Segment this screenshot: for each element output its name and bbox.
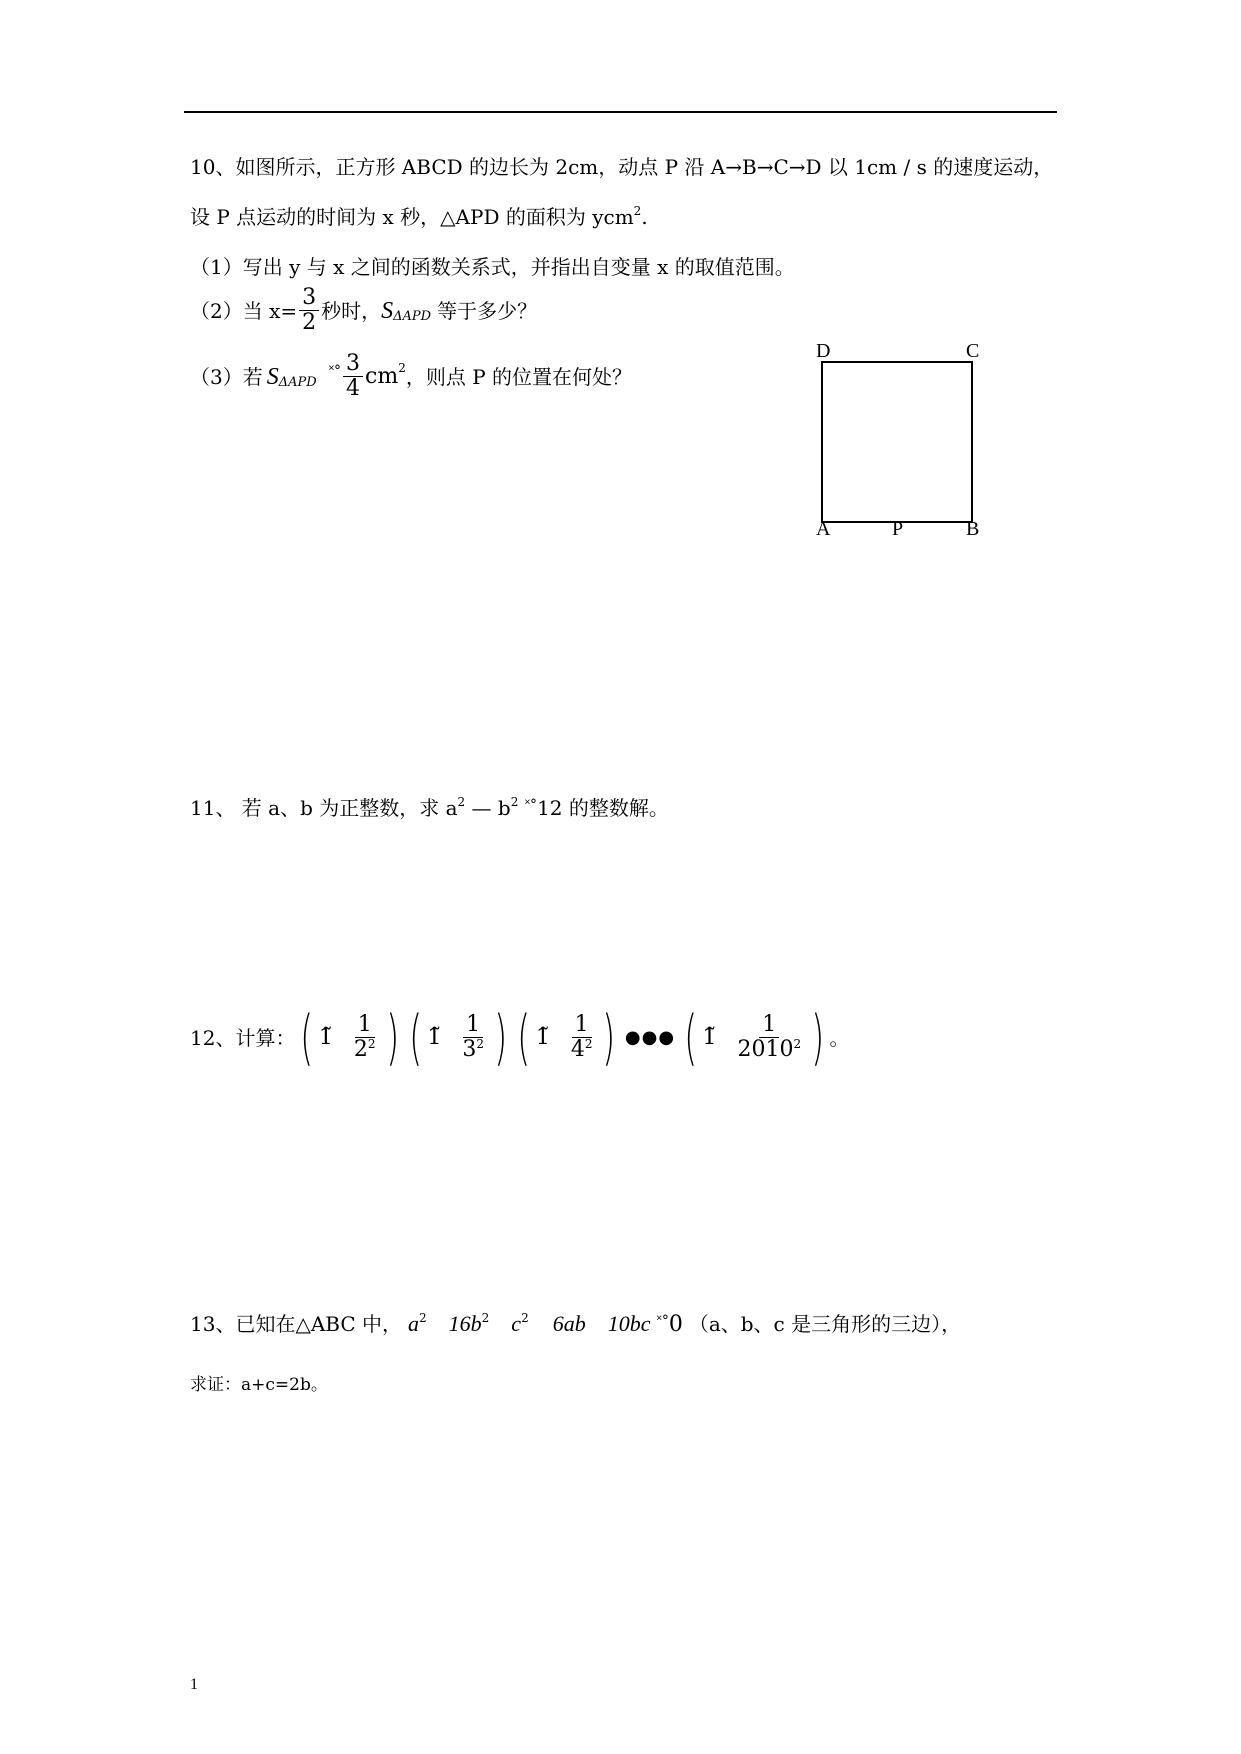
fraction: $\frac{1}{4^2}$ <box>570 1011 593 1062</box>
vertex-label-c: C <box>966 340 980 362</box>
fraction: $\frac{3}{4}$ <box>343 352 363 401</box>
fraction: $\frac{1}{3^2}$ <box>462 1011 484 1062</box>
q11-text: 11、 若 a、b 为正整数，求 $a^2$ — $b^2$ ˟°12 的整数解。 <box>190 795 669 820</box>
header-rule <box>184 111 1057 113</box>
q10-line2: 设 P 点运动的时间为 x 秒，△APD 的面积为 ycm$^2$. <box>190 204 648 229</box>
ellipsis-dots: ●●● <box>624 1027 676 1048</box>
left-paren: ( <box>517 1003 531 1073</box>
vertex-label-a: A <box>816 518 831 540</box>
q10-sub2: （2）当 x= $\frac{3}{2}$ 秒时， S ΔAPD 等于多少？ <box>190 285 538 335</box>
q13-proof: 求证：a+c=2b。 <box>190 1375 328 1395</box>
q10-line1: 10、如图所示，正方形 ABCD 的边长为 2cm，动点 P 沿 A→B→C→D 以 1cm / s 的速度运动， <box>190 155 1054 179</box>
right-paren: ) <box>494 1003 508 1073</box>
vertex-label-b: B <box>966 518 980 540</box>
square-figure <box>810 338 1010 548</box>
left-paren: ( <box>409 1003 423 1073</box>
q12-expression: 12、计算： ( 1̃ $\frac{1}{2^2}$ ) ( 1̃ $\frac{1}{3^2}$ ) ( 1̃ $\frac{1}{4^2}$ ) ●●● ( 1̃ $\frac{1}{2010^2}$ ) 。 <box>190 1003 850 1073</box>
fraction: $\frac{1}{2010^2}$ <box>737 1011 802 1062</box>
fraction: $\frac{1}{2^2}$ <box>353 1011 376 1062</box>
vertex-label-d: D <box>816 340 831 362</box>
q10-sub3: （3）若 S ΔAPD ˟° $\frac{3}{4}$ cm 2 ，则点 P 的位置在何处？ <box>190 351 633 401</box>
right-paren: ) <box>385 1003 399 1073</box>
right-paren: ) <box>602 1003 616 1073</box>
right-paren: ) <box>811 1003 825 1073</box>
left-paren: ( <box>300 1003 314 1073</box>
left-paren: ( <box>684 1003 698 1073</box>
page-number: 1 <box>190 1676 198 1693</box>
fraction: $\frac{3}{2}$ <box>299 286 319 335</box>
point-label-p: P <box>892 518 904 540</box>
q13-text: 13、已知在△ABC 中， a 2 16b 2 c 2 6ab 10bc ˟° 0 （a、b、c 是三角形的三边）， <box>190 1311 962 1337</box>
q10-sub1: （1）写出 y 与 x 之间的函数关系式，并指出自变量 x 的取值范围。 <box>190 255 795 279</box>
square-abcd <box>822 362 972 522</box>
